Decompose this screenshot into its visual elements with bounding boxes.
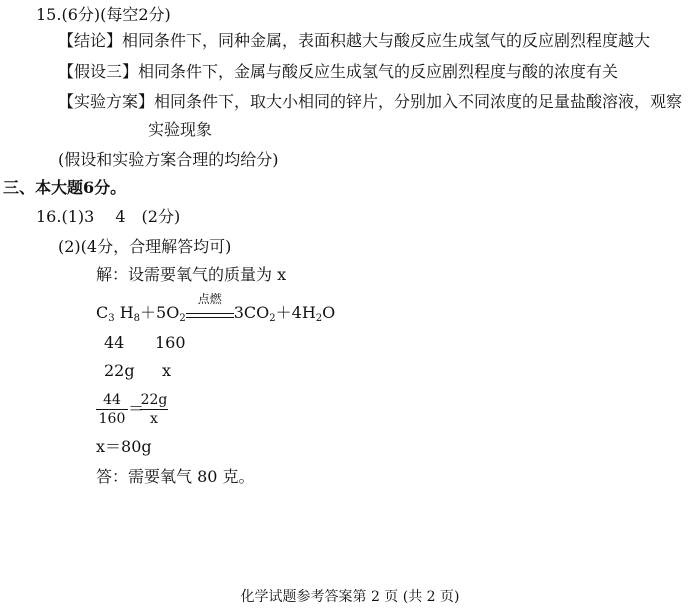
mass-44: 44 xyxy=(104,333,125,352)
q16-part2: (2)(4分，合理解答均可) xyxy=(58,237,232,256)
eq-subscript: 3 xyxy=(108,313,115,324)
eq-subscript: 2 xyxy=(269,313,276,324)
fraction-left xyxy=(96,392,128,427)
mass-160: 160 xyxy=(155,333,186,352)
fraction-equals: ＝ xyxy=(128,399,145,418)
eq-plus-h: ＋4H xyxy=(275,303,316,322)
q16-solve-intro: 解：设需要氧气的质量为 x xyxy=(96,265,287,284)
eq-product-co: 3CO xyxy=(233,303,270,322)
fraction-right xyxy=(140,392,168,427)
eq-subscript: 2 xyxy=(179,313,186,324)
eq-reaction-arrow xyxy=(186,292,234,318)
given-22g: 22g xyxy=(104,361,135,380)
eq-product-o: O xyxy=(322,303,336,322)
fraction-numerator: 44 xyxy=(103,392,121,408)
q15-hypothesis: 【假设三】相同条件下，金属与酸反应生成氢气的反应剧烈程度与酸的浓度有关 xyxy=(58,62,619,81)
eq-condition: 点燃 xyxy=(197,292,222,306)
answer: 答：需要氧气 80 克。 xyxy=(96,467,255,486)
q15-plan-line1: 【实验方案】相同条件下，取大小相同的锌片，分别加入不同浓度的足量盐酸溶液，观察 xyxy=(58,92,683,111)
fraction-denominator: 160 xyxy=(98,411,126,427)
eq-subscript: 2 xyxy=(315,313,323,324)
q15-header: 15.(6分)(每空2分) xyxy=(36,5,171,24)
result: x＝80g xyxy=(96,437,152,456)
eq-reactant-c: C xyxy=(96,303,109,322)
given-x: x xyxy=(162,361,172,380)
eq-plus-o: ＋5O xyxy=(140,303,180,322)
chemical-equation xyxy=(96,292,336,329)
q15-plan-line2: 实验现象 xyxy=(148,120,213,139)
q15-note: (假设和实验方案合理的均给分) xyxy=(58,150,279,169)
page-footer: 化学试题参考答案第 2 页 (共 2 页) xyxy=(240,589,460,605)
q16-part1: 16.(1)3 4 (2分) xyxy=(36,207,181,226)
fraction-denominator: x xyxy=(150,411,158,427)
fraction-numerator: 22g xyxy=(140,392,168,408)
section3-title: 三、本大题6分。 xyxy=(3,178,127,197)
eq-reactant-h: H xyxy=(119,303,134,322)
eq-subscript: 8 xyxy=(133,313,141,324)
q15-conclusion: 【结论】相同条件下，同种金属，表面积越大与酸反应生成氢气的反应剧烈程度越大 xyxy=(58,31,651,50)
